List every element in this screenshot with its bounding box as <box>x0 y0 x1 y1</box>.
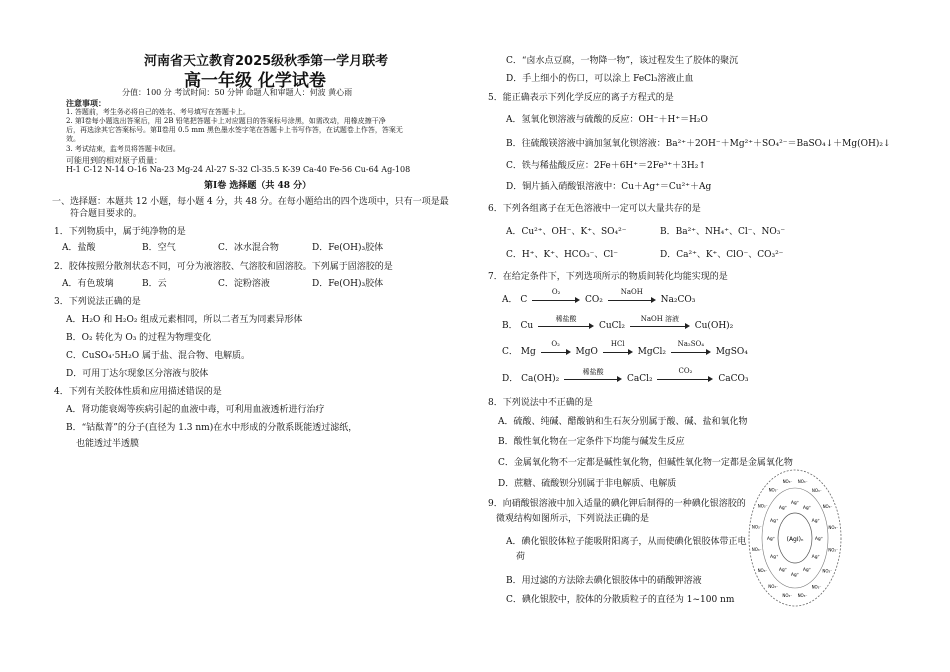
q9-option-b: B．用过滤的方法除去碘化银胶体中的硝酸钾溶液 <box>506 576 702 586</box>
ag-ion-label: Ag⁺ <box>802 568 812 574</box>
no3-ion-label: NO₃⁻ <box>797 479 808 485</box>
q2-option-d: D．Fe(OH)₃胶体 <box>312 279 384 289</box>
q3-stem: 3．下列说法正确的是 <box>54 297 141 307</box>
no3-ion-label: NO₃⁻ <box>811 487 822 493</box>
q7-c-s4: MgSO₄ <box>715 347 748 357</box>
ag-ion-label: Ag⁺ <box>790 501 800 506</box>
ag-ion-label: Ag⁺ <box>811 555 820 560</box>
q7-b-cond-2: NaOH 溶液 <box>640 314 680 323</box>
q7-d-cond-1: 稀盐酸 <box>582 367 604 376</box>
q5-option-c: C．铁与稀盐酸反应：2Fe＋6H⁺＝2Fe³⁺＋3H₂↑ <box>506 161 706 171</box>
q7-option-d <box>502 366 749 384</box>
q2-option-a: A．有色玻璃 <box>62 279 114 289</box>
q7-c-label: C． <box>502 347 518 357</box>
q9-option-c: C．碘化银胶中，胶体的分散质粒子的直径为 1~100 nm <box>506 595 735 605</box>
exam-meta: 分值：100 分 考试时间：50 分钟 命题人和审题人：何波 黄心雨 <box>122 88 353 97</box>
q5-stem: 5．能正确表示下列化学反应的离子方程式的是 <box>488 93 674 103</box>
ag-ion-label: Ag⁺ <box>770 519 779 524</box>
ag-ion-label: Ag⁺ <box>811 519 820 524</box>
section-title: 第Ⅰ卷 选择题（共 48 分） <box>204 181 312 191</box>
q7-a-s1: C <box>520 295 528 305</box>
no3-ion-label: NO₃⁻ <box>757 568 768 573</box>
notes-heading: 注意事项： <box>66 98 106 108</box>
no3-ion-label: NO₃⁻ <box>822 568 833 574</box>
no3-ion-label: NO₃⁻ <box>828 547 839 553</box>
q1-stem: 1．下列物质中，属于纯净物的是 <box>54 227 186 237</box>
q4-option-b-line2: 也能透过半透膜 <box>76 439 140 449</box>
q7-c-s1: Mg <box>520 347 536 357</box>
no3-ion-label: NO₃⁻ <box>782 592 793 598</box>
q7-option-a <box>502 287 696 305</box>
q7-c-s3: MgCl₂ <box>637 347 666 357</box>
ag-ion-label: Ag⁺ <box>814 537 824 542</box>
q4-option-a: A．肾功能衰竭等疾病引起的血液中毒，可利用血液透析进行治疗 <box>66 405 325 415</box>
ag-ion-label: Ag⁺ <box>778 568 788 574</box>
q6-option-c: C．H⁺、K⁺、HCO₃⁻、Cl⁻ <box>506 250 618 260</box>
q3-option-d: D．可用丁达尔现象区分溶液与胶体 <box>66 369 209 379</box>
q7-c-cond-2: HCl <box>610 339 625 348</box>
q6-option-b: B．Ba²⁺、NH₄⁺、Cl⁻、NO₃⁻ <box>660 227 786 237</box>
q7-c-s2: MgO <box>575 347 598 357</box>
q6-stem: 6．下列各组离子在无色溶液中一定可以大量共存的是 <box>488 204 701 214</box>
q7-b-cond-1: 稀盐酸 <box>555 314 577 323</box>
q7-d-s3: CaCO₃ <box>718 374 749 384</box>
q5-option-a: A．氢氧化钡溶液与硫酸的反应：OH⁻＋H⁺＝H₂O <box>506 115 708 125</box>
agi-colloid-figure <box>748 468 842 608</box>
q6-option-a: A．Cu²⁺、OH⁻、K⁺、SO₄²⁻ <box>506 227 627 237</box>
q9-stem-2: 微观结构如图所示，下列说法正确的是 <box>496 514 650 524</box>
q4-option-d: D．手上细小的伤口，可以涂上 FeCl₃溶液止血 <box>506 74 694 84</box>
q7-d-label: D． <box>502 374 519 384</box>
q1-option-b: B．空气 <box>142 243 176 253</box>
q8-option-c: C．金属氧化物不一定都是碱性氧化物，但碱性氧化物一定都是金属氧化物 <box>498 458 793 468</box>
q7-d-s2: CaCl₂ <box>626 374 653 384</box>
q7-b-s2: CuCl₂ <box>598 321 625 331</box>
q7-stem: 7．在给定条件下，下列选项所示的物质间转化均能实现的是 <box>488 272 728 282</box>
q8-option-b: B．酸性氧化物在一定条件下均能与碱发生反应 <box>498 437 685 447</box>
q7-a-arrow-1 <box>532 287 580 304</box>
ag-ion-label: Ag⁺ <box>766 537 776 542</box>
figure-core-label: (AgI)ₙ <box>786 536 804 543</box>
no3-ion-label: NO₃⁻ <box>797 592 808 598</box>
q8-option-d: D．蔗糖、硫酸钡分别属于非电解质、电解质 <box>498 479 677 489</box>
q5-option-d: D．铜片插入硝酸银溶液中：Cu＋Ag⁺＝Cu²⁺＋Ag <box>506 182 712 192</box>
q7-c-arrow-1 <box>541 339 571 356</box>
ag-ion-label: Ag⁺ <box>770 555 779 560</box>
note-1: 1. 答题前，考生务必将自己的姓名、考号填写在答题卡上。 <box>66 108 250 116</box>
note-2a: 2. 第Ⅰ卷每小题选出答案后，用 2B 铅笔把答题卡上对应题目的答案标号涂黑，如需改动，用橡皮擦干净 <box>66 117 386 125</box>
q7-a-s3: Na₂CO₃ <box>660 295 696 305</box>
q7-d-arrow-2 <box>657 366 713 383</box>
q7-option-b <box>502 314 734 331</box>
no3-ion-label: NO₃⁻ <box>768 584 779 590</box>
q6-option-d: D．Ca²⁺、K⁺、ClO⁻、CO₃²⁻ <box>660 250 784 260</box>
q4-option-b-line1: B．“钴酞菁”的分子(直径为 1.3 nm)在水中形成的分散系既能透过滤纸， <box>66 423 358 433</box>
q1-option-a: A．盐酸 <box>62 243 96 253</box>
no3-ion-label: NO₃⁻ <box>828 524 839 530</box>
q7-a-s2: CO₂ <box>585 295 603 305</box>
q7-d-s1: Ca(OH)₂ <box>521 374 560 384</box>
q2-option-c: C．淀粉溶液 <box>218 279 270 289</box>
q7-a-label: A． <box>502 295 518 305</box>
q2-option-b: B．云 <box>142 279 167 289</box>
q1-option-d: D．Fe(OH)₃胶体 <box>312 243 384 253</box>
q9-option-a-line2: 荷 <box>516 552 526 562</box>
no3-ion-label: NO₃⁻ <box>811 584 822 590</box>
q7-a-cond-2: NaOH <box>620 287 643 296</box>
ag-ion-label: Ag⁺ <box>802 505 812 511</box>
atom-masses: H-1 C-12 N-14 O-16 Na-23 Mg-24 Al-27 S-32 Cl-35.5 K-39 Ca-40 Fe-56 Cu-64 Ag-108 <box>66 165 411 174</box>
q2-stem: 2．胶体按照分散剂状态不同，可分为液溶胶、气溶胶和固溶胶。下列属于固溶胶的是 <box>54 262 393 272</box>
q7-b-label: B． <box>502 321 518 331</box>
q7-b-s1: Cu <box>520 321 534 331</box>
q7-a-arrow-2 <box>608 287 656 304</box>
q4-option-c: C．“卤水点豆腐，一物降一物”，该过程发生了胶体的聚沉 <box>506 56 739 66</box>
note-3: 3. 考试结束，监考员将答题卡收回。 <box>66 145 180 153</box>
ag-ion-label: Ag⁺ <box>778 505 788 511</box>
no3-ion-label: NO₃⁻ <box>751 547 762 553</box>
no3-ion-label: NO₃⁻ <box>751 524 762 530</box>
atom-heading: 可能用到的相对原子质量： <box>66 156 162 165</box>
q7-option-c <box>502 339 748 357</box>
q7-c-cond-1: O₂ <box>551 339 560 348</box>
q9-option-a-line1: A．碘化银胶体粒子能吸附阳离子，从而使碘化银胶体带正电 <box>506 537 747 547</box>
q7-b-arrow-2 <box>630 314 690 330</box>
q7-d-arrow-1 <box>564 367 622 383</box>
ag-ion-label: Ag⁺ <box>790 573 800 578</box>
exam-subtitle: 高一年级 化学试卷 <box>184 71 326 91</box>
q7-a-cond-1: O₂ <box>551 287 561 296</box>
q7-c-arrow-2 <box>603 339 633 356</box>
note-2b: 后，再选涂其它答案标号。第Ⅱ卷用 0.5 mm 黑色墨水签字笔在答题卡上书写作答，在试题卷上作答，答案无 <box>66 126 403 134</box>
section-intro-1: 一、选择题：本题共 12 小题，每小题 4 分，共 48 分。在每小题给出的四个选项中，只有一项是最 <box>52 197 449 207</box>
q7-b-s3: Cu(OH)₂ <box>694 321 734 331</box>
q8-option-a: A．硫酸、纯碱、醋酸钠和生石灰分别属于酸、碱、盐和氧化物 <box>498 417 748 427</box>
q3-option-c: C．CuSO₄·5H₂O 属于盐、混合物、电解质。 <box>66 351 251 361</box>
q9-stem-1: 9．向硝酸银溶液中加入适量的碘化钾后制得的一种碘化银溶胶的 <box>488 499 746 509</box>
no3-ion-label: NO₃⁻ <box>768 487 779 493</box>
no3-ion-label: NO₃⁻ <box>822 504 833 509</box>
exam-title: 河南省天立教育2025级秋季第一学月联考 <box>144 54 389 69</box>
no3-ion-label: NO₃⁻ <box>782 479 793 485</box>
q7-b-arrow-1 <box>538 314 594 330</box>
q7-c-arrow-3 <box>671 339 711 356</box>
no3-ion-label: NO₃⁻ <box>757 503 768 509</box>
q4-stem: 4．下列有关胶体性质和应用描述错误的是 <box>54 387 222 397</box>
q8-stem: 8．下列说法中不正确的是 <box>488 398 593 408</box>
q7-d-cond-2: CO₂ <box>678 366 693 375</box>
q3-option-a: A．H₂O 和 H₂O₂ 组成元素相同，所以二者互为同素异形体 <box>66 315 303 325</box>
q7-c-cond-3: Na₂SO₄ <box>677 339 705 348</box>
q1-option-c: C．冰水混合物 <box>218 243 279 253</box>
note-2c: 效。 <box>66 135 80 143</box>
section-intro-2: 符合题目要求的。 <box>70 209 143 219</box>
q3-option-b: B．O₂ 转化为 O₃ 的过程为物理变化 <box>66 333 212 343</box>
q5-option-b: B．往硫酸镁溶液中滴加氢氧化钡溶液：Ba²⁺＋2OH⁻＋Mg²⁺＋SO₄²⁻＝BaSO₄↓＋Mg(OH)₂↓ <box>506 139 891 149</box>
